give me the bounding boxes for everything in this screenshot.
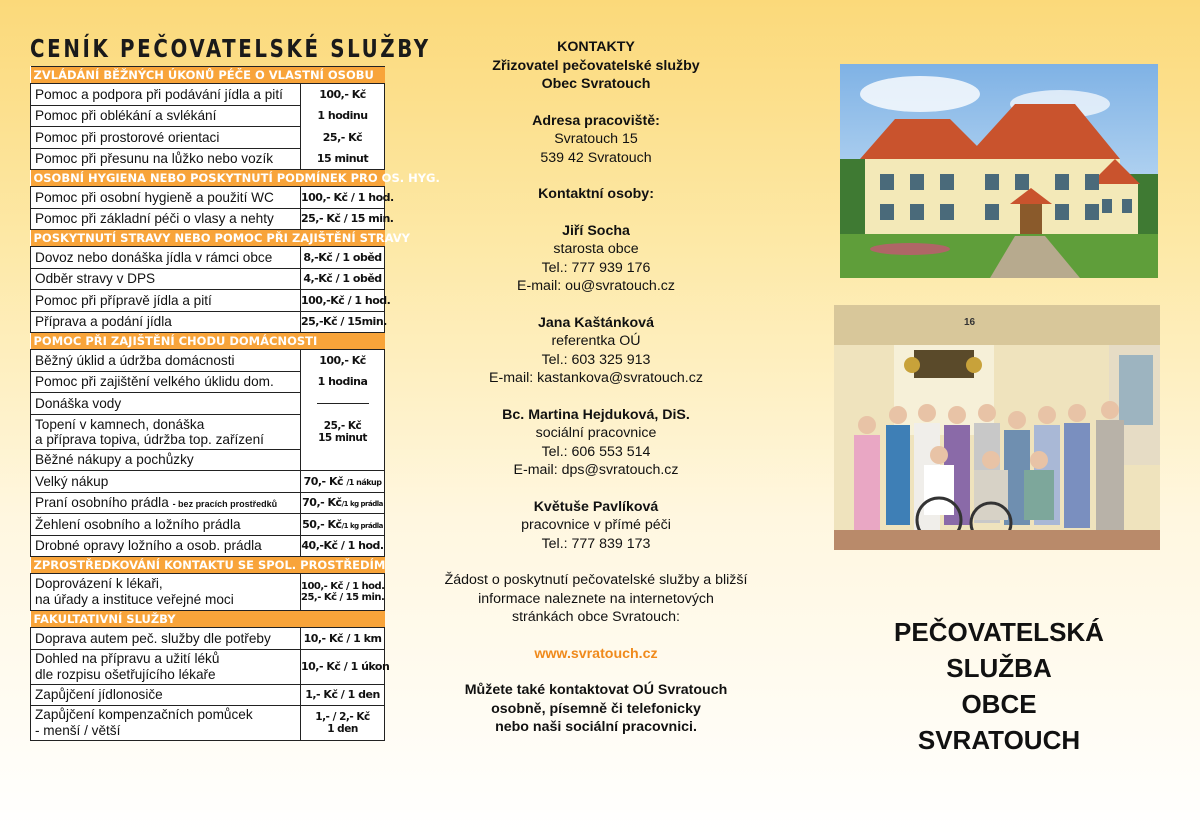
table-row: Žehlení osobního a ložního prádla 50,- Kč/1 kg prádla xyxy=(31,514,385,536)
section-header: ZPROSTŘEDKOVÁNÍ KONTAKTU SE SPOL. PROSTŘEDÍM xyxy=(31,557,385,574)
address-line-1: Svratouch 15 xyxy=(554,131,638,147)
table-row: Dohled na přípravu a užití léků dle rozpisu ošetřujícího lékaře 10,- Kč / 1 úkon xyxy=(31,649,385,684)
table-row: Dovoz nebo donáška jídla v rámci obce 8,-Kč / 1 oběd xyxy=(31,247,385,269)
price-table xyxy=(30,66,440,741)
table-row: Zapůjčení jídlonosiče 1,- Kč / 1 den xyxy=(31,684,385,706)
table-row: Drobné opravy ložního a osob. prádla 40,-Kč / 1 hod. xyxy=(31,535,385,557)
table-row: Pomoc při osobní hygieně a použití WC 100,- Kč / 1 hod. xyxy=(31,187,385,209)
table-row: Pomoc při oblékání a svlékání 1 hodinu xyxy=(31,105,385,127)
table-row: Praní osobního prádla - bez pracích prostředků 70,- Kč/1 kg prádla xyxy=(31,492,385,514)
person-name: Květuše Pavlíková xyxy=(533,498,659,515)
table-row: Pomoc při prostorové orientaci 25,- Kč xyxy=(31,127,385,149)
cover-title: PEČOVATELSKÁ SLUŽBA OBCE SVRATOUCH xyxy=(894,617,1104,755)
contact-persons-label: Kontaktní osoby: xyxy=(538,186,654,202)
group-photo xyxy=(834,305,1160,550)
person-email[interactable]: E-mail: dps@svratouch.cz xyxy=(513,462,679,478)
person-phone[interactable]: Tel.: 606 553 514 xyxy=(541,443,651,460)
person-role: starosta obce xyxy=(553,241,639,257)
person-name: Jiří Socha xyxy=(562,222,630,239)
person-phone[interactable]: Tel.: 777 839 173 xyxy=(541,535,651,552)
table-row: Pomoc při přesunu na lůžko nebo vozík 15 minut xyxy=(31,148,385,170)
price-list xyxy=(30,34,440,741)
table-row: Velký nákup 70,- Kč /1 nákup xyxy=(31,471,385,493)
person-email[interactable]: E-mail: ou@svratouch.cz xyxy=(517,278,675,294)
svg-text:16: 16 xyxy=(964,317,976,328)
section-header: POMOC PŘI ZAJIŠTĚNÍ CHODU DOMÁCNOSTI xyxy=(31,333,385,350)
closing-line-2: osobně, písemně či telefonicky xyxy=(491,700,701,717)
info-line-1: Žádost o poskytnutí pečovatelské služby a bližší xyxy=(444,572,748,588)
table-row: Běžné nákupy a pochůzky xyxy=(31,449,385,471)
table-row: Odběr stravy v DPS 4,-Kč / 1 oběd xyxy=(31,268,385,290)
person-role: sociální pracovnice xyxy=(535,425,657,441)
person-name: Bc. Martina Hejduková, DiS. xyxy=(502,406,690,423)
table-row: Pomoc při základní péči o vlasy a nehty 25,- Kč / 15 min. xyxy=(31,208,385,230)
website-link[interactable]: www.svratouch.cz xyxy=(534,645,658,662)
founder-line-1: Zřizovatel pečovatelské služby xyxy=(492,57,700,74)
table-row: Pomoc a podpora při podávání jídla a pití 100,- Kč xyxy=(31,84,385,106)
section-header: POSKYTNUTÍ STRAVY NEBO POMOC PŘI ZAJIŠTĚNÍ STRAVY xyxy=(31,230,385,247)
address-label: Adresa pracoviště: xyxy=(532,112,660,129)
info-line-2: informace naleznete na internetových xyxy=(478,590,714,607)
person-name: Jana Kaštánková xyxy=(538,314,654,331)
table-row: Pomoc při přípravě jídla a pití 100,-Kč / 1 hod. xyxy=(31,290,385,312)
price-list-title: CENÍK PEČOVATELSKÉ SLUŽBY xyxy=(30,34,431,63)
person-role: referentka OÚ xyxy=(551,333,641,349)
info-line-3: stránkách obce Svratouch: xyxy=(512,609,680,625)
person-phone[interactable]: Tel.: 777 939 176 xyxy=(541,259,651,276)
closing-line-1: Můžete také kontaktovat OÚ Svratouch xyxy=(464,682,728,698)
table-row: Topení v kamnech, donáška a příprava topiva, údržba top. zařízení 25,- Kč 15 minut xyxy=(31,414,385,449)
table-row: Doprovázení k lékaři, na úřady a instituce veřejné moci 100,- Kč / 1 hod. 25,- Kč / 15 min. xyxy=(31,574,385,611)
table-row: Příprava a podání jídla 25,-Kč / 15min. xyxy=(31,311,385,333)
person-role: pracovnice v přímé péči xyxy=(521,517,671,533)
table-row: Donáška vody xyxy=(31,393,385,415)
contacts-column xyxy=(412,38,780,737)
section-header: OSOBNÍ HYGIENA NEBO POSKYTNUTÍ PODMÍNEK PRO OS. HYG. xyxy=(31,170,385,187)
contacts-heading: KONTAKTY xyxy=(557,39,635,55)
section-header: FAKULTATIVNÍ SLUŽBY xyxy=(31,611,385,628)
section-header: ZVLÁDÁNÍ BĚŽNÝCH ÚKONŮ PÉČE O VLASTNÍ OSOBU xyxy=(31,67,385,84)
closing-line-3: nebo naši sociální pracovnici. xyxy=(495,719,697,735)
founder-line-2: Obec Svratouch xyxy=(541,76,651,92)
address-line-2: 539 42 Svratouch xyxy=(540,149,652,166)
person-phone[interactable]: Tel.: 603 325 913 xyxy=(541,351,651,368)
building-photo xyxy=(840,64,1158,278)
table-row: Běžný úklid a údržba domácnosti 100,- Kč xyxy=(31,350,385,372)
table-row: Doprava autem peč. služby dle potřeby 10,- Kč / 1 km xyxy=(31,628,385,650)
table-row: Zapůjčení kompenzačních pomůcek - menší / větší 1,- / 2,- Kč 1 den xyxy=(31,706,385,741)
person-email[interactable]: E-mail: kastankova@svratouch.cz xyxy=(489,370,703,386)
table-row: Pomoc při zajištění velkého úklidu dom. 1 hodina xyxy=(31,371,385,393)
